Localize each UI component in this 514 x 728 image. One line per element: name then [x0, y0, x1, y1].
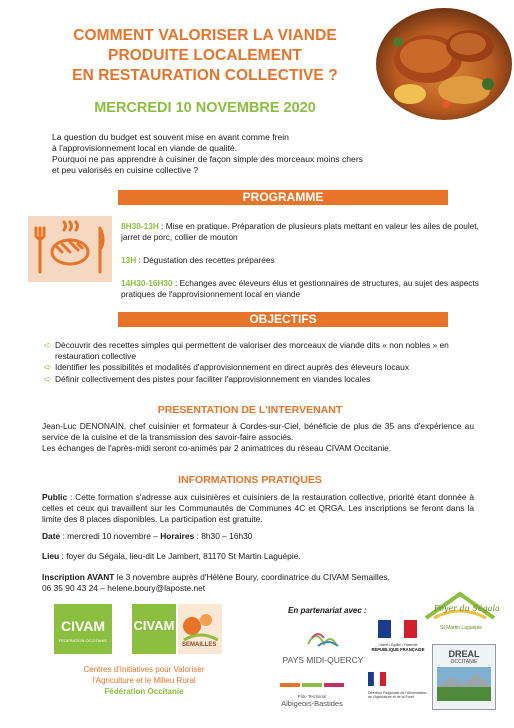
rf-text: RÉPUBLIQUE FRANÇAISE: [371, 647, 425, 652]
dreal-logo: [432, 644, 496, 710]
logo-subtext: FEDERATION OCCITANIE: [58, 638, 108, 643]
infos-heading: INFORMATIONS PRATIQUES: [178, 474, 322, 486]
landscape-photo-icon: [433, 665, 495, 705]
programme-text: : Echanges avec éleveurs élus et gestionnaires de structures, au sujet des aspects pratiques de l'approvisionnement local en viande: [121, 278, 479, 299]
foyer-sub: St Martin Laguépie: [440, 625, 482, 631]
civam-semailles-logo: [132, 604, 222, 654]
pays-midi-quercy-logo: [278, 624, 368, 664]
intervenant-line-1: Jean-Luc DENONAIN, chef cuisinier et formateur à Cordes-sur-Ciel, bénéficie de plus de 35 ans d'expérience au service de la cuisine et de la transmission des savoir-faire associés.: [42, 421, 474, 442]
list-item: ➪ Identifier les possibilités et modalités d'approvisionnement en direct auprès des éleveurs locaux: [44, 362, 410, 372]
title-line-3: EN RESTAURATION COLLECTIVE ?: [72, 67, 338, 84]
intervenant-line-2: Les échanges de l'après-midi seront co-animés par 2 animatrices du réseau CIVAM Occitanie.: [42, 442, 392, 453]
partner-label: En partenariat avec :: [288, 606, 367, 615]
albigeois-bastides-logo: [272, 676, 352, 708]
infos-date: Date : mercredi 10 novembre – Horaires : 8h30 – 16h30: [42, 531, 253, 541]
arrow-right-icon: ➪: [44, 373, 52, 384]
logo-text: CIVAM: [133, 618, 175, 633]
infos-lieu: Lieu : foyer du Ségala, lieu-dit Le Jambert, 81170 St Martin Laguépie.: [42, 551, 301, 561]
intro-line-3: Pourquoi ne pas apprendre à cuisiner de façon simple des morceaux moins chers: [52, 154, 363, 164]
civam-line-2: l'Agriculture et le Milieu Rural: [92, 676, 196, 685]
civam-federation: Fédération Occitanie: [104, 687, 184, 696]
foyer-name: Foyer du Ségala: [434, 604, 500, 613]
intro-line-2: à l'approvisionnement local en viande de qualité.: [52, 143, 238, 153]
programme-text: : Mise en pratique. Préparation de plusieurs plats mettant en valeur les ailes de poulet, jarret de porc, collier de mouton: [121, 221, 479, 242]
intervenant-heading: PRESENTATION DE L'INTERVENANT: [157, 404, 343, 416]
french-flag-icon: [368, 672, 388, 686]
arrow-right-icon: ➪: [44, 340, 52, 350]
programme-item-afternoon: [121, 278, 493, 300]
pays-midi-text: PAYS MIDI-QUERCY: [282, 655, 364, 665]
intro-text: [52, 132, 472, 176]
list-item: ➪ Définir collectivement des pistes pour faciliter l'approvisionnement en viandes locales: [44, 373, 371, 384]
intro-line-4: et peu valorisés en cuisine collective ?: [52, 165, 199, 175]
petr-name: Albigeois-Bastides: [281, 699, 343, 708]
programme-time: 13H: [121, 255, 137, 265]
contact-info: 06 35 90 43 24 – helene.boury@laposte.net: [42, 582, 206, 593]
event-date: MERCREDI 10 NOVEMBRE 2020: [94, 100, 316, 116]
french-flag-icon: [370, 620, 426, 638]
infos-public: Public : Cette formation s'adresse aux cuisinières et cuisiniers de la restauration collective, priorité étant donnée à celles et ceux qui travaillent sur les Communautés de Communes 4C et QRGA. Les inscriptions se feront dans la limite des 8 places disponibles. La participation est gratuite.: [42, 492, 474, 524]
draaf-logo: [368, 672, 430, 712]
dreal-sub: OCCITANIE: [450, 659, 478, 665]
landscape-icon: [278, 624, 368, 650]
objectifs-heading: OBJECTIFS: [118, 312, 448, 327]
list-item: ➪ Découvrir des recettes simples qui permettent de valoriser des morceaux de viande dits « non nobles » en restauration collective: [44, 340, 449, 361]
draaf-text: Direction Régionale de l'Alimentation, de l'Agriculture et de la Forêt: [368, 691, 428, 700]
foyer-segala-logo: [420, 588, 500, 634]
intervenant-text: [42, 421, 474, 453]
page-title: [40, 26, 370, 86]
grilled-meat-icon: [28, 216, 112, 282]
civam-description: [44, 664, 244, 697]
programme-time: 14H30-16H30: [121, 278, 173, 288]
title-line-2: PRODUITE LOCALEMENT: [108, 47, 302, 64]
title-line-1: COMMENT VALORISER LA VIANDE: [73, 27, 337, 44]
republique-francaise-logo: [370, 620, 426, 670]
infos-inscription: Inscription AVANT le 3 novembre auprès d'Hélène Boury, coordinatrice du CIVAM Semailles. 06 35 90 43 24 – helene.boury@laposte.net: [42, 572, 390, 593]
programme-heading: PROGRAMME: [118, 190, 448, 205]
rf-motto: Liberté • Égalité • Fraternité: [378, 643, 418, 647]
logo-subtext: SEMAILLES: [182, 642, 217, 648]
programme-time: 8H30-13H: [121, 221, 159, 231]
programme-text: : Dégustation des recettes préparées: [136, 255, 275, 265]
programme-item-lunch: [121, 255, 493, 266]
objectifs-list: [44, 340, 494, 385]
dreal-text: DREAL: [448, 649, 480, 659]
civam-federation-logo: [54, 604, 112, 654]
petr-small: Pôle Territorial: [297, 694, 327, 699]
arrow-right-icon: ➪: [44, 362, 52, 372]
stripe-icon: [272, 681, 352, 689]
civam-line-1: Centres d'Initiatives pour Valoriser: [83, 665, 205, 674]
intro-line-1: La question du budget est souvent mise en avant comme frein: [52, 132, 289, 142]
chicken-dish-photo: [368, 4, 512, 122]
programme-item-morning: [121, 221, 493, 243]
logo-text: CIVAM: [60, 618, 106, 634]
